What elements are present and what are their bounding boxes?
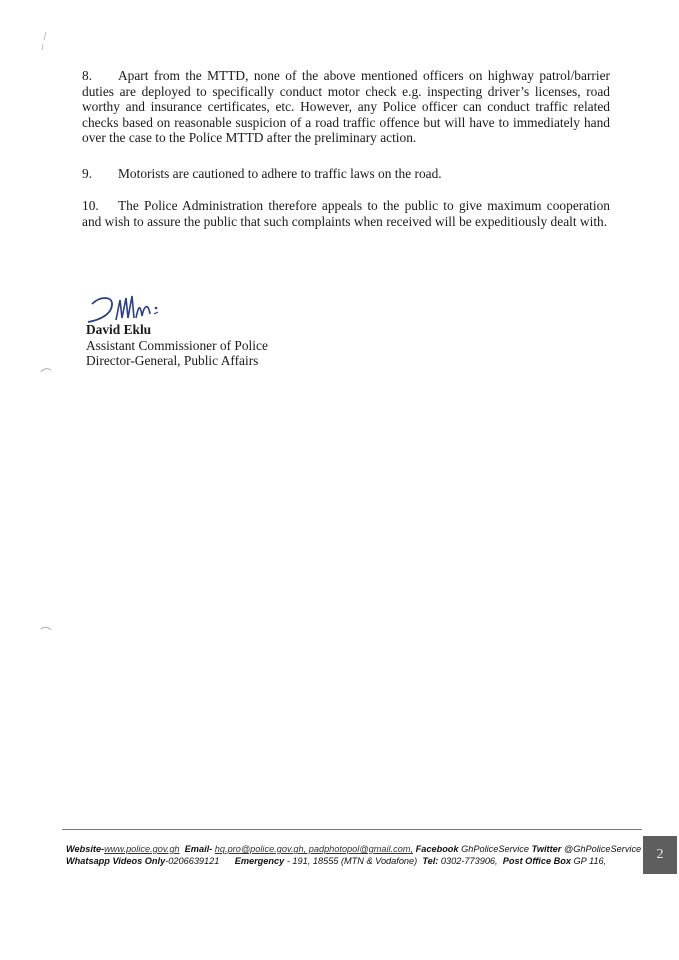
whatsapp-number: -0206639121 <box>165 856 220 867</box>
tel-label: Tel: <box>422 856 439 867</box>
paragraph-text: The Police Administration therefore appeals to the public to give maximum cooperation and wish to assure the public that such complaints when received will be expeditiously dealt with. <box>82 198 610 229</box>
signer-name: David Eklu <box>86 322 152 337</box>
page-number-badge <box>643 836 677 874</box>
paragraph-text: Apart from the MTTD, none of the above mentioned officers on highway patrol/barrier duties are deployed to specifically conduct motor check e.g. inspecting driver’s licenses, road worthy and insurance certificates, etc. However, any Police officer can conduct traffic related checks based on reasonable suspicion of a road traffic offence but will have to immediately hand over the case to the Police MTTD after the preliminary action. <box>82 68 610 146</box>
handwritten-signature-icon <box>86 292 176 326</box>
twitter-handle: @GhPoliceService <box>563 844 642 854</box>
tel-number: 0302-773906, <box>440 856 498 867</box>
email-label: Email- <box>184 844 213 854</box>
punch-hole-icon <box>38 366 54 382</box>
paragraph-number: 8. <box>82 68 93 83</box>
paper-mark <box>38 30 50 54</box>
paragraph-10 <box>82 198 610 229</box>
website-label: Website- <box>66 844 105 854</box>
signer-rank: Assistant Commissioner of Police <box>86 337 268 353</box>
footer-line-2 <box>66 855 641 867</box>
whatsapp-label: Whatsapp Videos Only <box>66 856 166 867</box>
signer-title: Director-General, Public Affairs <box>86 353 259 369</box>
paragraph-8 <box>82 68 610 146</box>
punch-hole-icon <box>38 624 54 640</box>
emergency-numbers: - 191, 18555 (MTN & Vodafone) <box>286 856 418 867</box>
facebook-handle: GhPoliceService <box>461 844 530 854</box>
signer-block <box>86 322 268 369</box>
footer-divider <box>62 829 642 830</box>
paragraph-number: 10. <box>82 198 99 213</box>
website-link[interactable]: www.police.gov.gh <box>104 844 180 854</box>
emergency-label: Emergency <box>234 856 285 867</box>
paragraph-number: 9. <box>82 166 93 181</box>
paragraph-text: Motorists are cautioned to adhere to traffic laws on the road. <box>118 166 442 181</box>
paragraph-9 <box>82 166 610 182</box>
footer-contacts <box>66 843 641 868</box>
pobox-label: Post Office Box <box>502 856 571 867</box>
facebook-label: Facebook <box>415 844 459 854</box>
footer-line-1 <box>66 843 641 855</box>
email-link[interactable]: hq.pro@police.gov.gh, padphotopol@gmail.com, <box>214 844 414 854</box>
page-number: 2 <box>656 847 664 862</box>
twitter-label: Twitter <box>531 844 562 854</box>
pobox-value: GP 116, <box>573 856 607 867</box>
